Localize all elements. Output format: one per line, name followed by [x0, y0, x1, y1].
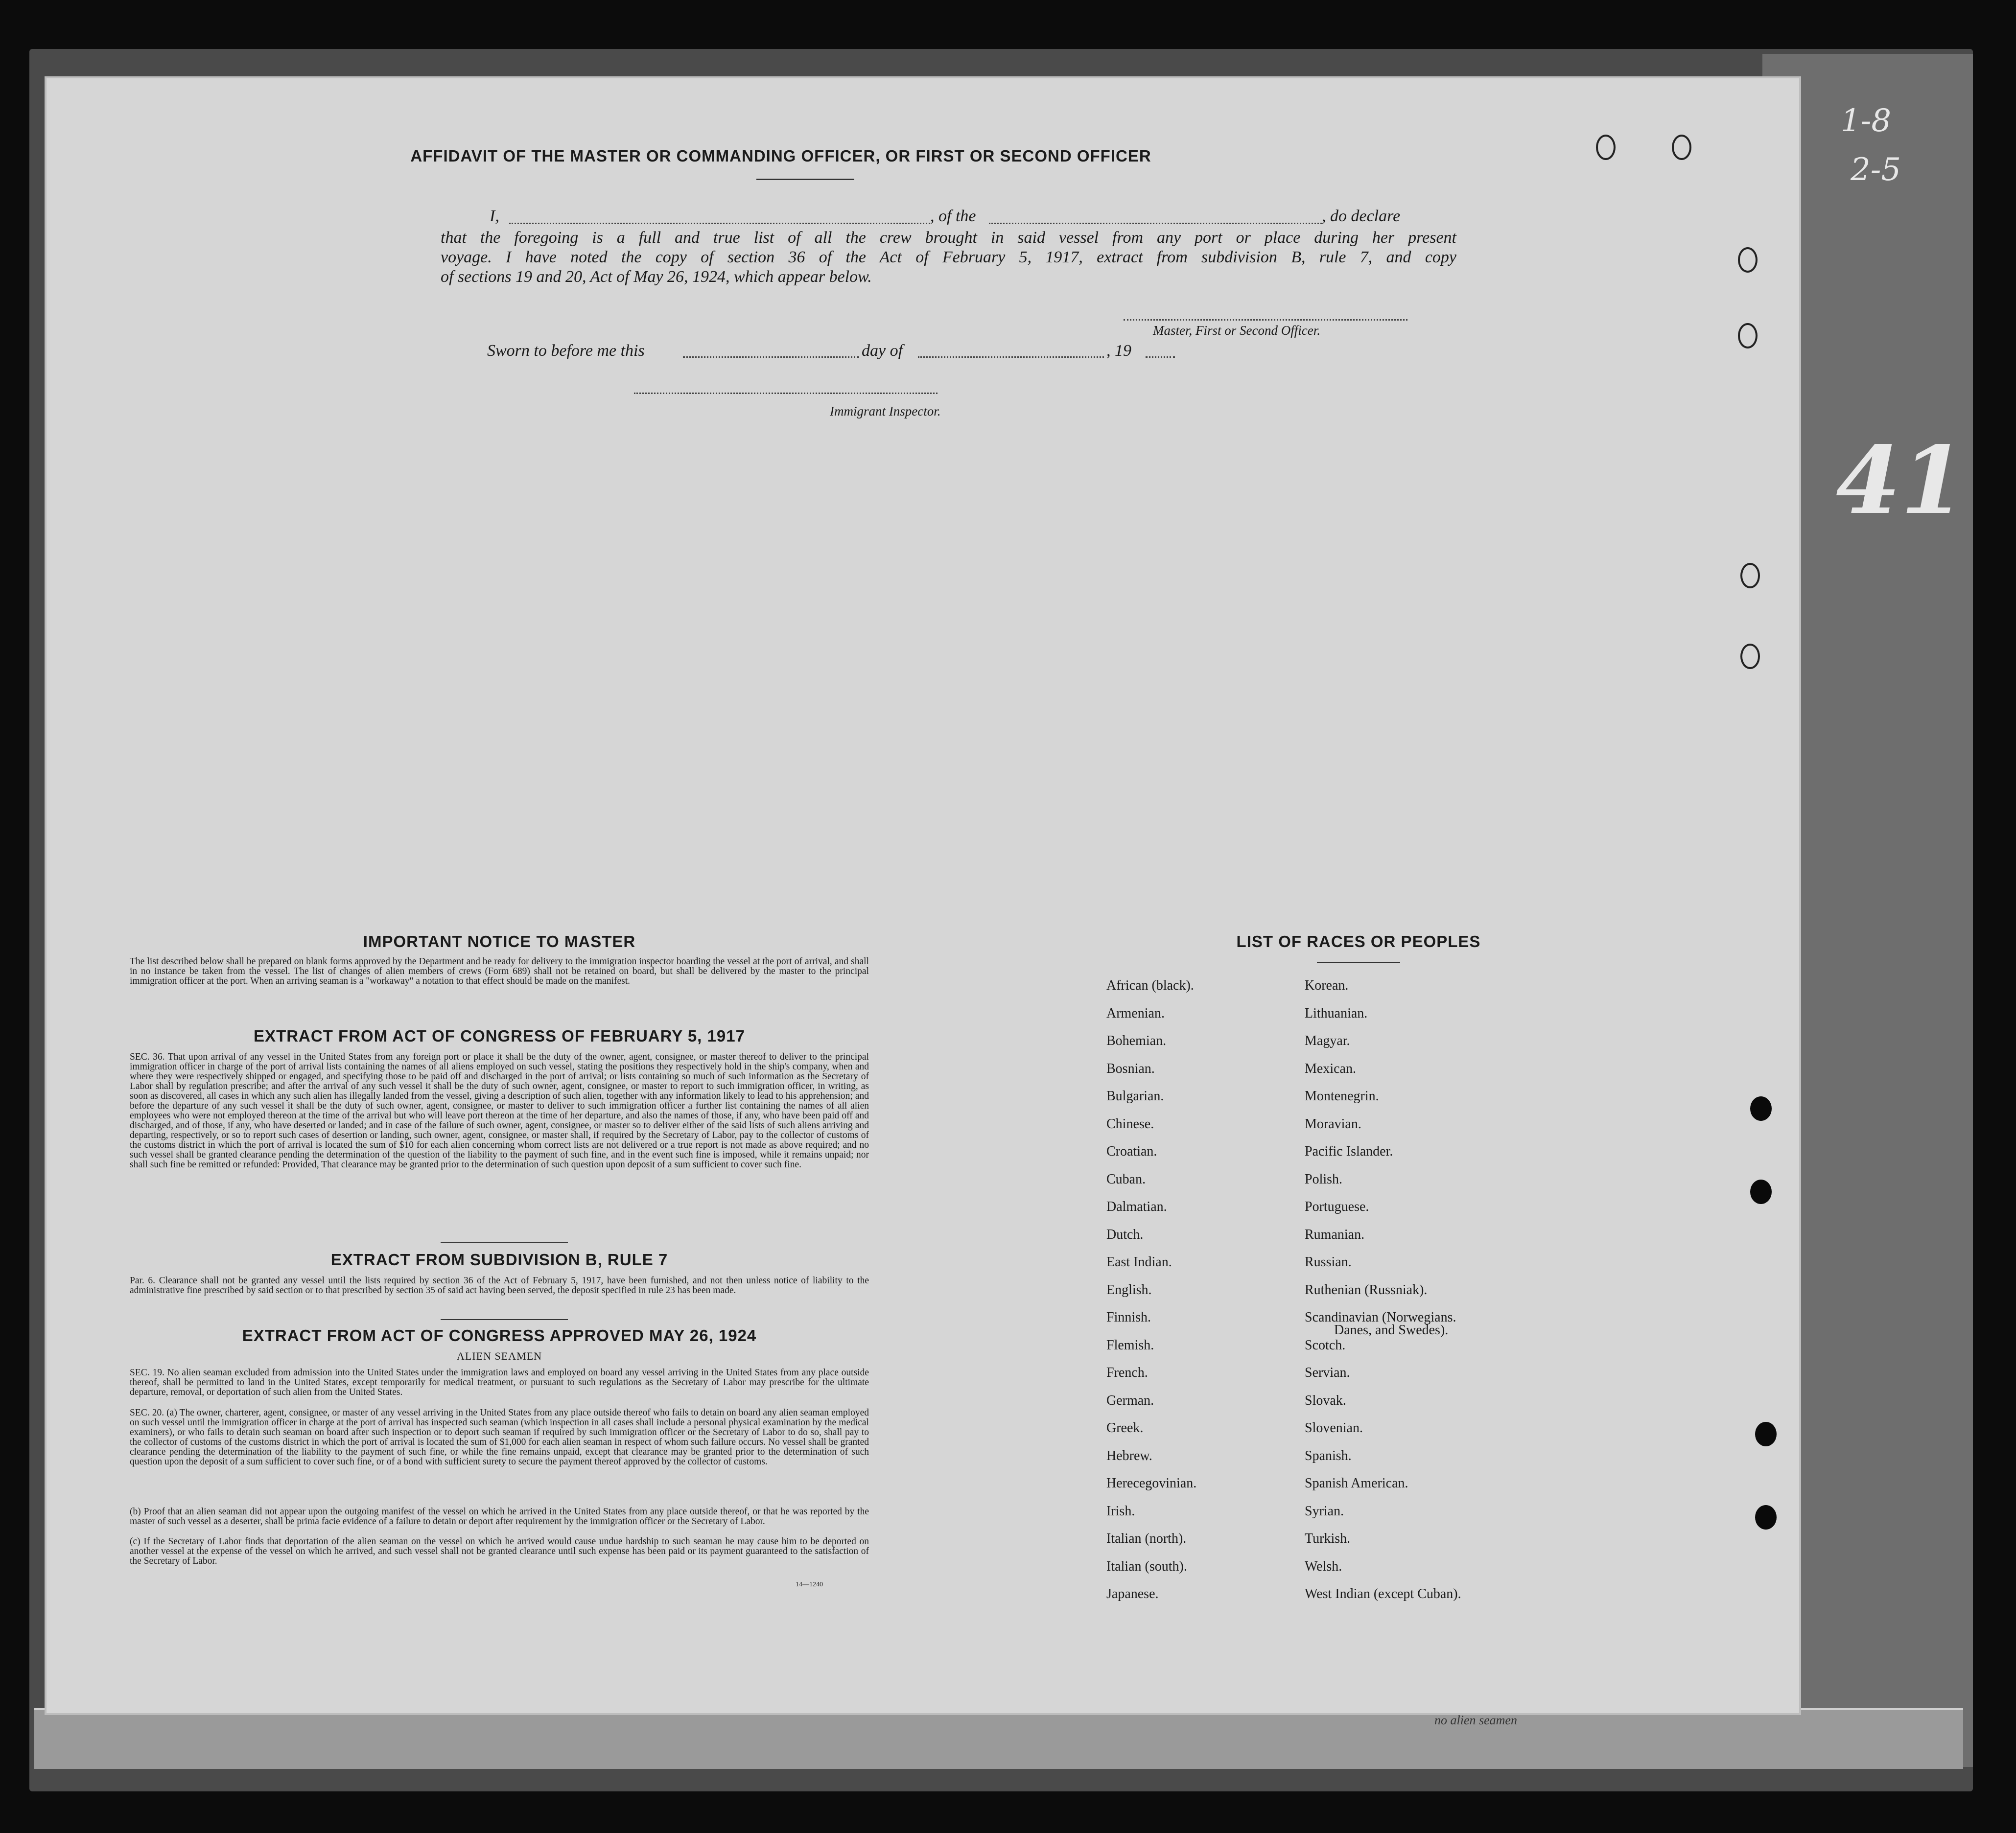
race-item: Chinese. [1106, 1116, 1154, 1132]
race-item: Servian. [1305, 1365, 1350, 1380]
race-item: French. [1106, 1365, 1148, 1380]
punch-hole [1755, 1505, 1777, 1530]
race-item: Turkish. [1305, 1531, 1351, 1546]
race-item: Rumanian. [1305, 1227, 1365, 1242]
race-item: Danes, and Swedes). [1334, 1323, 1449, 1338]
section-rule [441, 1242, 568, 1243]
vessel-blank [989, 223, 1322, 224]
race-item: Russian. [1305, 1254, 1352, 1270]
race-item: Spanish American. [1305, 1476, 1408, 1491]
extract-1924-title: EXTRACT FROM ACT OF CONGRESS APPROVED MAY 26, 1924 [242, 1326, 757, 1345]
race-item: Ruthenian (Russniak). [1305, 1282, 1428, 1298]
punch-hole [1672, 135, 1691, 160]
race-item: Croatian. [1106, 1144, 1157, 1159]
race-item: Japanese. [1106, 1586, 1159, 1601]
race-item: Bosnian. [1106, 1061, 1155, 1076]
race-item: East Indian. [1106, 1254, 1172, 1270]
race-item: Finnish. [1106, 1310, 1151, 1325]
race-item: Portuguese. [1305, 1199, 1369, 1214]
inspector-label: Immigrant Inspector. [830, 404, 941, 418]
sworn-day-blank [683, 356, 859, 358]
sec20a-text: SEC. 20. (a) The owner, charterer, agent, consignee, or master of any vessel arriving in the United States from any place outside thereof who fails to detain on board any alien seaman employed on such vessel until the immigration officer in charge at the port of arrival has inspected such seaman (which inspection in all cases shall include a personal physical examination by the medical examiners), or who fails to detain such seaman on board after such inspection or to deport such seaman if required by such immigration officer or the Secretary of Labor to do so, shall pay to the collector of customs of the customs district in which the port of arrival is located the sum of $1,000 for each alien seaman in respect of whom such failure occurs. No vessel shall be granted clearance pending the determination of the liability to the payment of such fine, or while the fine remains unpaid, except that clearance may be granted prior to the determination of such question upon the deposit of a sum sufficient to cover such fine, or of a bond with sufficient surety to secure the payment thereof approved by the collector of customs. [130, 1408, 869, 1467]
race-item: Scandinavian (Norwegians. [1305, 1310, 1456, 1325]
punch-hole [1738, 247, 1758, 273]
race-item: Herecegovinian. [1106, 1476, 1197, 1491]
name-blank [509, 223, 930, 224]
race-item: Bohemian. [1106, 1033, 1167, 1048]
sworn-month-blank [918, 356, 1104, 358]
races-title: LIST OF RACES OR PEOPLES [1236, 932, 1481, 951]
race-item: English. [1106, 1282, 1152, 1298]
affidavit-i: I, [490, 207, 499, 225]
sworn-day-of: day of [862, 342, 903, 360]
affidavit-of-the: , of the [930, 207, 976, 225]
subdivision-b-text: Par. 6. Clearance shall not be granted any vessel until the lists required by section 36 of the Act of February 5, 1917, have been furnished, and not then unless notice of liability to the administrative fine prescribed by said section or to that prescribed by section 35 of said act having been served, the deposit specified in rule 23 has been made. [130, 1276, 869, 1296]
race-item: Moravian. [1305, 1116, 1361, 1132]
race-item: Bulgarian. [1106, 1089, 1164, 1104]
race-item: Slovak. [1305, 1392, 1346, 1408]
form-number: 14—1240 [796, 1581, 823, 1588]
race-item: Magyar. [1305, 1033, 1350, 1048]
punch-hole [1755, 1422, 1777, 1446]
race-item: Slovenian. [1305, 1420, 1363, 1436]
race-item: Cuban. [1106, 1171, 1146, 1187]
race-item: Mexican. [1305, 1061, 1356, 1076]
race-item: Polish. [1305, 1171, 1343, 1187]
race-item: German. [1106, 1392, 1154, 1408]
affidavit-line3: voyage. I have noted the copy of section 36 of the Act of February 5, 1917, extract from subdivision B, rule 7, and copy [441, 248, 1456, 266]
sec19-text: SEC. 19. No alien seaman excluded from admission into the United States under the immigration laws and employed on board any vessel arriving in the United States from any place outside thereof, shall be permitted to land in the United States, except temporarily for medical treatment, or pursuant to such regulations as the Secretary of Labor may prescribe for the ultimate departure, removal, or deportation of such alien from the United States. [130, 1368, 869, 1397]
race-item: Montenegrin. [1305, 1089, 1379, 1104]
affidavit-declare: , do declare [1322, 207, 1401, 225]
race-item: Welsh. [1305, 1558, 1342, 1574]
race-item: West Indian (except Cuban). [1305, 1586, 1461, 1601]
affidavit-line4: of sections 19 and 20, Act of May 26, 1924, which appear below. [441, 268, 872, 286]
margin-note-2: 2-5 [1851, 152, 1901, 188]
race-item: Spanish. [1305, 1448, 1352, 1463]
race-item: Hebrew. [1106, 1448, 1152, 1463]
bottom-scribble: no alien seamen [1434, 1713, 1517, 1727]
subdivision-b-title: EXTRACT FROM SUBDIVISION B, RULE 7 [330, 1251, 668, 1269]
punch-hole [1750, 1180, 1772, 1204]
margin-side-number: 41 [1836, 426, 1966, 535]
race-item: Dalmatian. [1106, 1199, 1167, 1214]
sworn-prefix: Sworn to before me this [487, 342, 645, 360]
sworn-year-blank [1146, 356, 1175, 358]
race-item: Scotch. [1305, 1337, 1346, 1353]
bottom-sheet [34, 1708, 1963, 1769]
race-item: Korean. [1305, 978, 1349, 993]
margin-note-1: 1-8 [1841, 103, 1892, 139]
title-rule [756, 179, 854, 180]
race-item: Armenian. [1106, 1005, 1165, 1021]
master-label: Master, First or Second Officer. [1153, 323, 1320, 338]
race-item: Flemish. [1106, 1337, 1154, 1353]
extract-1917-title: EXTRACT FROM ACT OF CONGRESS OF FEBRUARY 5, 1917 [254, 1027, 745, 1045]
notice-title: IMPORTANT NOTICE TO MASTER [363, 932, 636, 951]
notice-text: The list described below shall be prepared on blank forms approved by the Department and be ready for delivery to the immigration inspector boarding the vessel at the port of arrival, and shall in no instance be taken from the vessel. The list of changes of alien members of crews (Form 689) shall not be retained on board, but shall be delivered by the master to the principal immigration officer at the port. When an arriving seaman is a "workaway" a notation to that effect should be made on the manifest. [130, 956, 869, 986]
race-item: Lithuanian. [1305, 1005, 1368, 1021]
race-item: Syrian. [1305, 1503, 1344, 1519]
sworn-year: , 19 [1106, 342, 1131, 360]
race-item: Pacific Islander. [1305, 1144, 1393, 1159]
document-page [47, 78, 1799, 1713]
race-item: Italian (north). [1106, 1531, 1187, 1546]
extract-1917-text: SEC. 36. That upon arrival of any vessel in the United States from any foreign port or place it shall be the duty of the owner, agent, consignee, or master thereof to deliver to the principal immigration officer in charge of the port of arrival lists containing the names of all aliens employed on such vessel, stating the positions they respectively hold in the ship's company, when and where they were respectively shipped or engaged, and specifying those to be paid off and discharged in the port of arrival; or lists containing so much of such information as the Secretary of Labor shall by regulation prescribe; and after the arrival of any such vessel it shall be the duty of such owner, agent, consignee, or master to report to such immigration officer, in writing, as soon as discovered, all cases in which any such alien has illegally landed from the vessel, giving a description of such alien, together with any information likely to lead to his apprehension; and before the departure of any such vessel it shall be the duty of such owner, agent, consignee, or master to deliver to such immigration officer a further list containing the names of all alien employees who were not employed thereon at the time of the arrival but who will leave port thereon at the time of her departure, and also the names of those, if any, who have been paid off and discharged, and of those, if any, who have deserted or landed; and in case of the failure of such owner, agent, consignee, or master so to deliver either of the said lists of such aliens arriving and departing, respectively, or so to report such cases of desertion or landing, such owner, agent, consignee, or master shall, if required by the Secretary of Labor, pay to the collector of customs of the customs district in which the port of arrival is located the sum of $10 for each alien concerning whom correct lists are not delivered or a true report is not made as above required; and no such vessel shall be granted clearance pending the determination of the question of the liability to the payment of such fine, and in the event such fine is imposed, while it remains unpaid; nor shall such fine be remitted or refunded: Provided, That clearance may be granted prior to the determination of such question upon deposit of a sum sufficient to cover such fine. [130, 1052, 869, 1170]
race-item: Italian (south). [1106, 1558, 1187, 1574]
section-rule [441, 1319, 568, 1320]
races-rule [1317, 962, 1400, 963]
affidavit-line2: that the foregoing is a full and true list of all the crew brought in said vessel from any port or place during her present [441, 229, 1456, 247]
race-item: Greek. [1106, 1420, 1144, 1436]
punch-hole [1738, 323, 1758, 348]
sec20c-text: (c) If the Secretary of Labor finds that deportation of the alien seaman on the vessel on which he arrived would cause undue hardship to such seaman he may cause him to be deported on another vessel at the expense of the vessel on which he arrived, and such vessel shall not be granted clearance until such expense has been paid or its payment guaranteed to the satisfaction of the Secretary of Labor. [130, 1536, 869, 1566]
punch-hole [1740, 644, 1760, 669]
inspector-signature-blank [634, 393, 938, 394]
punch-hole [1750, 1096, 1772, 1121]
punch-hole [1740, 563, 1760, 588]
punch-hole [1596, 135, 1616, 160]
extract-1924-subtitle: ALIEN SEAMEN [457, 1350, 542, 1362]
affidavit-title: AFFIDAVIT OF THE MASTER OR COMMANDING OFFICER, OR FIRST OR SECOND OFFICER [410, 147, 1151, 165]
sec20b-text: (b) Proof that an alien seaman did not appear upon the outgoing manifest of the vessel on which he arrived in the United States from any place outside thereof, or that he was reported by the master of such vessel as a deserter, shall be prima facie evidence of a failure to detain or deport after requirement by the immigration officer or the Secretary of Labor. [130, 1507, 869, 1527]
race-item: African (black). [1106, 978, 1194, 993]
race-item: Irish. [1106, 1503, 1135, 1519]
race-item: Dutch. [1106, 1227, 1144, 1242]
